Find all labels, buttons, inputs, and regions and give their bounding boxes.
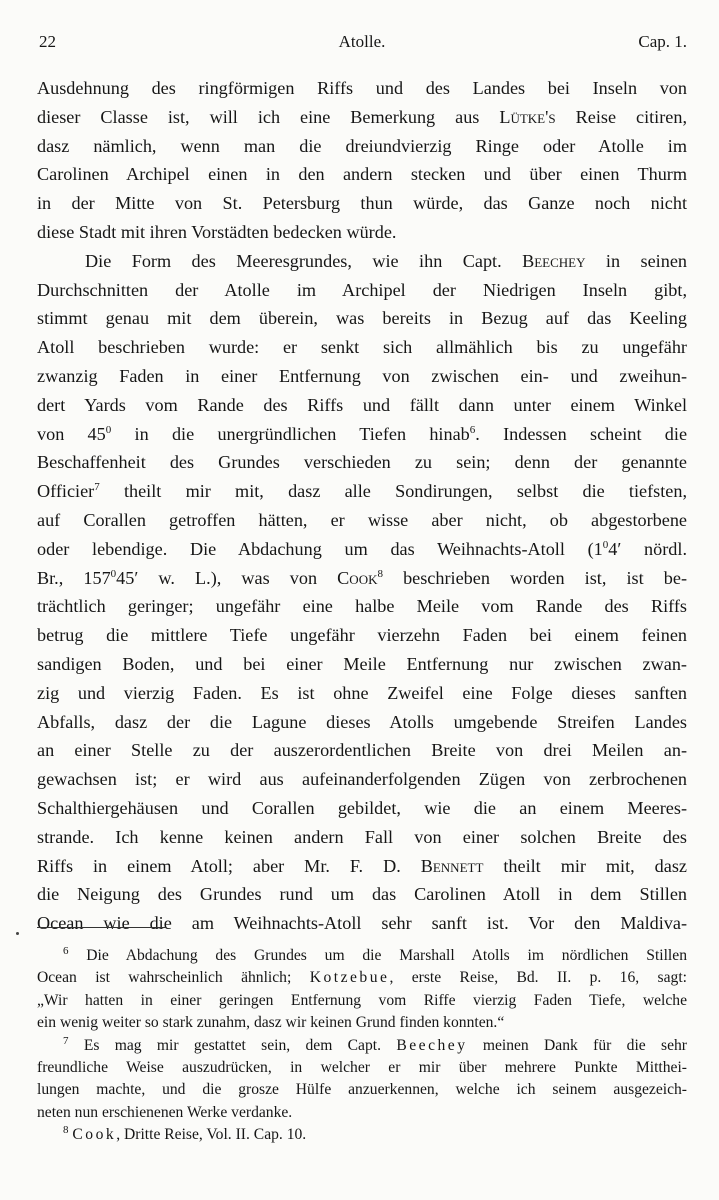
text-line: Durchschnitten der Atolle im Archipel der Niedrigen Inseln gibt, bbox=[37, 279, 687, 300]
author-name: Lütke's bbox=[499, 106, 556, 127]
text-line: oder lebendige. Die Abdachung um das Weihnachts-Atoll ($1^04'$ nördl. bbox=[37, 538, 687, 559]
footnote-line: $^8$ Cook, Dritte Reise, Vol. II. Cap. 10. bbox=[63, 1123, 307, 1144]
text-line: sandigen Boden, und bei einer Meile Entfernung nur zwischen zwan- bbox=[37, 653, 687, 674]
text-line: in der Mitte von St. Petersburg thun würde, das Ganze noch nicht bbox=[37, 193, 687, 214]
text-line: dert Yards vom Rande des Riffs und fällt dann unter einem Winkel bbox=[37, 394, 687, 415]
footnote-marker: 7 bbox=[63, 1034, 69, 1047]
footnote-line: $^6$ Die Abdachung des Grundes um die Marshall Atolls im nördlichen Stillen bbox=[63, 944, 687, 964]
footnote-rule bbox=[37, 927, 165, 928]
footnote-ref: 8 bbox=[377, 567, 383, 580]
author-name: Cook bbox=[337, 567, 378, 588]
text-line: diese Stadt mit ihren Vorstädten bedecken würde. bbox=[37, 221, 397, 242]
page-number: 22 bbox=[39, 32, 56, 51]
footnote-line: lungen machte, und die grosze Hülfe anzuerkennen, welche ich seinem ausgezeich- bbox=[37, 1081, 687, 1099]
text-line: Riffs in einem Atoll; aber Mr. F. D. Bennett theilt mir mit, dasz bbox=[37, 855, 687, 876]
author-name: Beechey bbox=[396, 1036, 468, 1054]
text-line: gewachsen ist; er wird aus aufeinanderfolgenden Zügen von zerbrochenen bbox=[37, 769, 687, 790]
text-line: an einer Stelle zu der auszerordentlichen Breite von drei Meilen an- bbox=[37, 740, 687, 761]
author-name: Bennett bbox=[420, 855, 484, 876]
author-name: Beechey bbox=[522, 250, 586, 271]
footnote-line: $^7$ Es mag mir gestattet sein, dem Capt. Beechey meinen Dank für die sehr bbox=[63, 1034, 687, 1054]
text-line: trächtlich geringer; ungefähr eine halbe Meile vom Rande des Riffs bbox=[37, 596, 687, 617]
margin-speck bbox=[16, 932, 19, 935]
text-line: Beschaffenheit des Grundes verschieden zu sein; denn der genannte bbox=[37, 452, 687, 473]
footnote-line: Ocean ist wahrscheinlich ähnlich; Kotzebue, erste Reise, Bd. II. p. 16, sagt: bbox=[37, 969, 687, 987]
text-line: dieser Classe ist, will ich eine Bemerkung aus Lütke's Reise citiren, bbox=[37, 106, 687, 127]
book-page bbox=[37, 0, 687, 1200]
text-line: strande. Ich kenne keinen andern Fall von einer solchen Breite des bbox=[37, 826, 687, 847]
footnote-line: neten nun erschienenen Werke verdanke. bbox=[37, 1103, 293, 1121]
text-line: zwanzig Faden in einer Entfernung von zwischen ein- und zweihun- bbox=[37, 365, 687, 386]
footnote-marker: 6 bbox=[63, 944, 69, 957]
footnote-line: freundliche Weise auszudrücken, in welcher er mir über mehrere Punkte Mitthei- bbox=[37, 1058, 687, 1076]
text-line: auf Corallen getroffen hätten, er wisse aber nicht, ob abgestorbene bbox=[37, 509, 687, 530]
running-title: Atolle. bbox=[338, 32, 386, 51]
footnote-line: „Wir hatten in einer geringen Entfernung vom Riffe vierzig Faden Tiefe, welche bbox=[37, 991, 687, 1009]
author-name: Cook bbox=[72, 1126, 117, 1144]
text-line: stimmt genau mit dem überein, was bereits in Bezug auf das Keeling bbox=[37, 308, 687, 329]
footnote-ref: 7 bbox=[94, 481, 100, 494]
page-header bbox=[37, 32, 687, 58]
text-line: betrug die mittlere Tiefe ungefähr vierzehn Faden bei einem feinen bbox=[37, 625, 687, 646]
text-line: Ausdehnung des ringförmigen Riffs und des Landes bei Inseln von bbox=[37, 78, 687, 98]
text-line: von $45^0$ in die unergründlichen Tiefen hinab$^6$. Indessen scheint die bbox=[37, 423, 688, 444]
text-line: Atoll beschrieben wurde: er senkt sich allmählich bis zu ungefähr bbox=[37, 337, 687, 358]
footnote-line: ein wenig weiter so stark zunahm, dasz wir keinen Grund finden konnten.“ bbox=[37, 1014, 505, 1032]
text-line: zig und vierzig Faden. Es ist ohne Zweifel eine Folge dieses sanften bbox=[37, 682, 687, 703]
author-name: Kotzebue bbox=[309, 969, 390, 987]
text-line: dasz nämlich, wenn man die dreiundvierzig Ringe oder Atolle im bbox=[37, 135, 687, 156]
footnote-marker: 8 bbox=[63, 1123, 69, 1136]
chapter-label: Cap. 1. bbox=[638, 32, 687, 51]
footnote-ref: 6 bbox=[469, 423, 476, 436]
text-line: Die Form des Meeresgrundes, wie ihn Capt. Beechey in seinen bbox=[85, 250, 687, 271]
footnotes bbox=[37, 945, 687, 1147]
text-line: Ocean wie die am Weihnachts-Atoll sehr sanft ist. Vor den Maldiva- bbox=[37, 913, 687, 934]
text-line: Br., $157^045'$ w. L.), was von Cook$^8$ beschrieben worden ist, ist be- bbox=[37, 567, 688, 588]
main-text bbox=[37, 74, 687, 938]
text-line: Officier$^7$ theilt mir mit, dasz alle Sondirungen, selbst die tiefsten, bbox=[37, 481, 687, 502]
text-line: Schalthiergehäusen und Corallen gebildet, wie die an einem Meeres- bbox=[37, 797, 687, 818]
text-line: Carolinen Archipel einen in den andern stecken und über einen Thurm bbox=[37, 164, 687, 185]
text-line: die Neigung des Grundes rund um das Carolinen Atoll in dem Stillen bbox=[37, 884, 687, 905]
text-line: Abfalls, dasz der die Lagune dieses Atolls umgebende Streifen Landes bbox=[37, 711, 687, 732]
